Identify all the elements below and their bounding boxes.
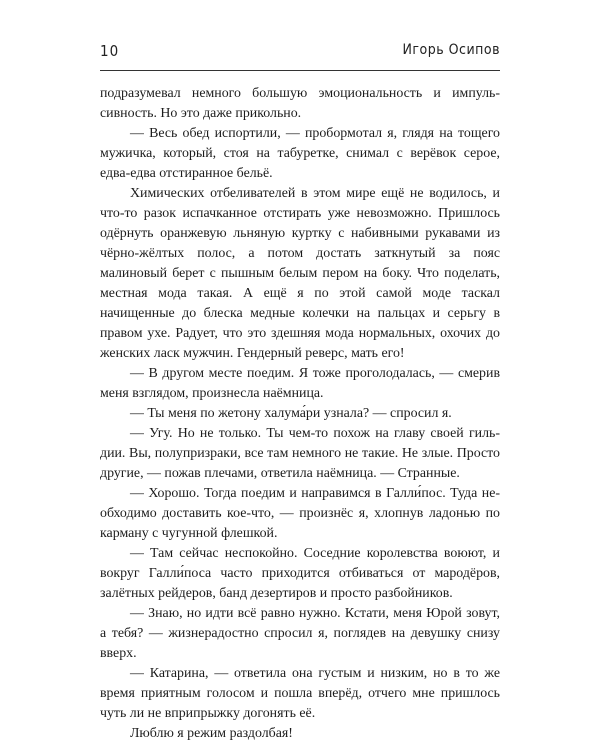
paragraph: Химических отбеливателей в этом мире ещё не водилось, и что-то разок испачканное отстирать уже невозможно. Пришлось одёрнуть оранжевую льняную куртку с набивными рукавами из чёрно-жёлтых полос, а потом достать заткнутый за пояс малиновый берет с пышным белым пером на боку. Что поделать, местная мода такая. А ещё я по этой самой моде таскал начищенные до блеска медные колечки на пальцах и серьгу в правом ухе. Радует, что это здешняя мода нормальных, охочих до женских ласк мужчин. Гендерный реверс, мать его!	[100, 186, 500, 361]
paragraph: — В другом месте поедим. Я тоже проголодалась, — смерив меня взглядом, произнесла наёмница.	[100, 366, 500, 401]
paragraph: — Катарина, — ответила она густым и низким, но в то же время приятным голосом и пошла вперёд, отчего мне пришлось чуть ли не вприпрыжку догонять её.	[100, 666, 500, 721]
paragraph: — Хорошо. Тогда поедим и направимся в Галли́пос. Туда необходимо доставить кое-что, — произнёс я, хлопнув ладонью по карману с чугунной флешкой.	[100, 486, 500, 541]
page-number: 10	[100, 42, 120, 60]
paragraph: подразумевал немного большую эмоциональность и импульсивность. Но это даже прикольно.	[100, 86, 500, 121]
paragraph: Люблю я режим раздолбая!	[130, 726, 293, 741]
paragraph: — Ты меня по жетону халума́ри узнала? — спросил я.	[130, 406, 452, 421]
running-head	[100, 42, 500, 66]
paragraph: — Угу. Но не только. Ты чем-то похож на главу своей гильдии. Вы, полупризраки, все там немного не такие. Не злые. Просто другие, — пожав плечами, ответила наёмница. — Странные.	[100, 426, 500, 481]
author-name: Игорь Осипов	[402, 42, 500, 58]
paragraph: — Там сейчас неспокойно. Соседние королевства воюют, и вокруг Галли́поса часто приходится отбиваться от мародёров, залётных рейдеров, банд дезертиров и просто разбойников.	[100, 546, 500, 601]
body-text	[100, 84, 500, 744]
paragraph: — Весь обед испортили, — пробормотал я, глядя на тощего мужичка, который, стоя на табуретке, снимал с верёвок серое, едва-едва отстиранное бельё.	[100, 126, 500, 181]
paragraph: — Знаю, но идти всё равно нужно. Кстати, меня Юрой зовут, а тебя? — жизнерадостно спросил я, поглядев на девушку снизу вверх.	[100, 606, 500, 661]
header-rule	[100, 70, 500, 71]
